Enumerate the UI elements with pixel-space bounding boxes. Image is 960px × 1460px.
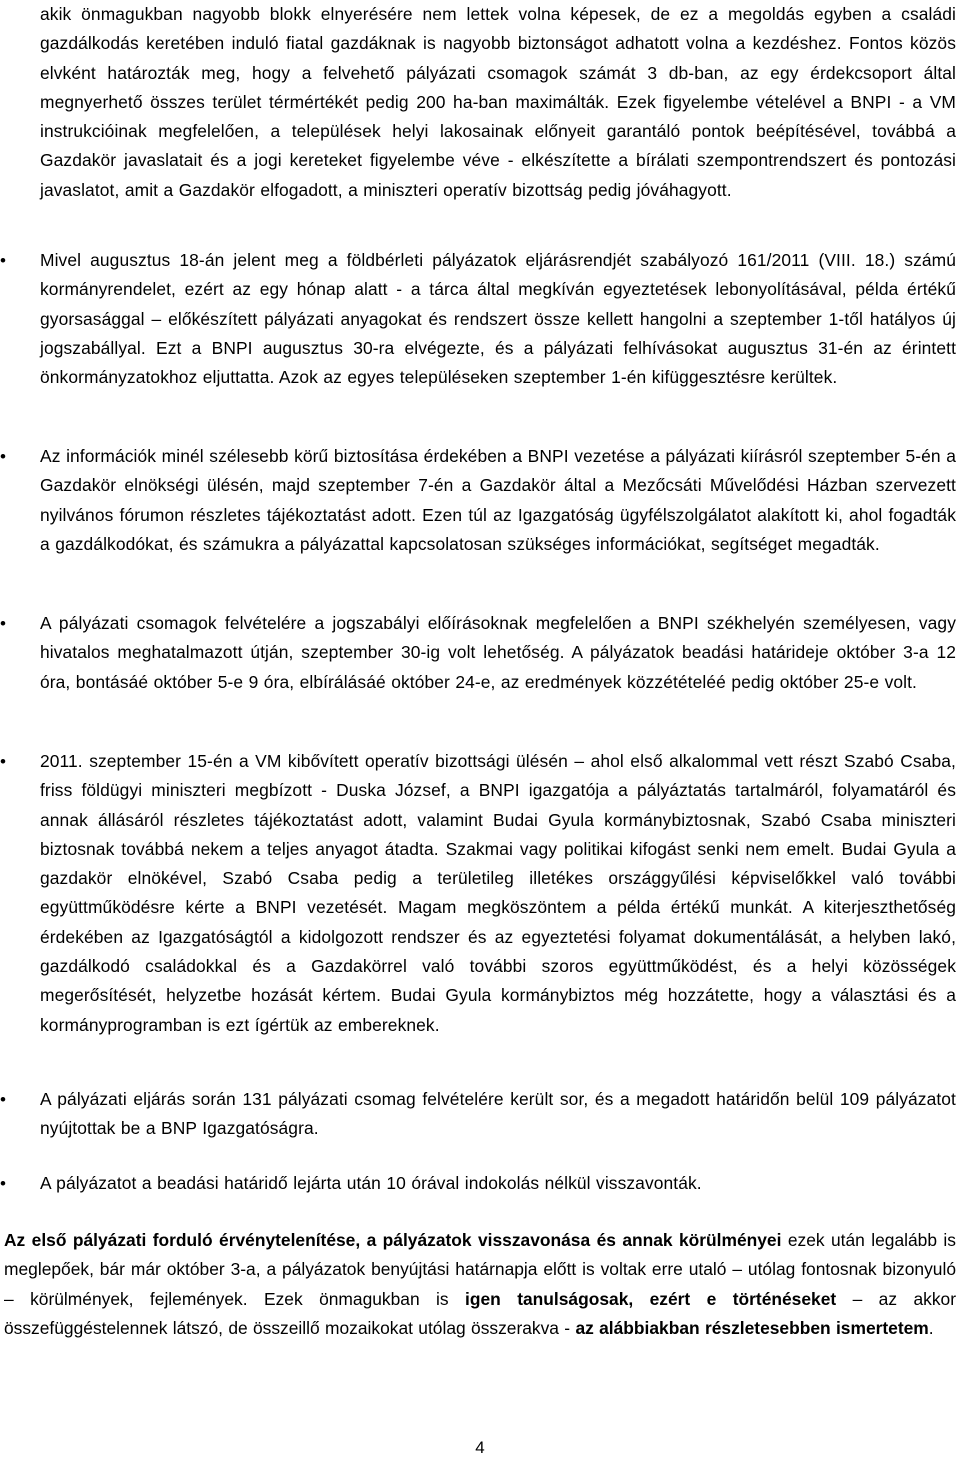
bullet-icon: • — [0, 614, 6, 633]
paragraph-text: Az információk minél szélesebb körű biztosítása érdekében a BNPI vezetése a pályázati kiírásról szeptember 5-én a Gazdakör elnökségi ülésén, majd szeptember 7-én a Gazdakör által a Mezőcsáti Művelődési Házban szervezett nyilvános fórumon részletes tájékoztatást adott. Ezen túl az Igazgatóság ügyfélszolgálatot alakított ki, ahol fogadták a gazdálkodókat, és számukra a pályázattal kapcsolatosan szükséges információkat, segítséget megadták. — [40, 446, 956, 554]
bold-phrase: Az első pályázati forduló érvénytelenítése, a pályázatok visszavonása és annak körülményei — [4, 1230, 782, 1250]
paragraph-text: 2011. szeptember 15-én a VM kibővített operatív bizottsági ülésén – ahol első alkalommal vett részt Szabó Csaba, friss földügyi miniszteri megbízott - Duska József, a BNPI igazgatója a pályáztatás tartalmáról, folyamatáról és annak állásáról részletes tájékoztatást adott, valamint Budai Gyula kormánybiztosnak, Szabó Csaba miniszteri biztosnak továbbá nekem a teljes anyagot átadta. Szakmai vagy politikai kifogást senki nem emelt. Budai Gyula a gazdakör elnökével, Szabó Csaba pedig a területileg illetékes országgyűlési képviselőkkel való további együttműködésre kérte a BNPI vezetését. Magam megköszöntem a példa értékű munkát. A kiterjeszthetőség érdekében az Igazgatóságtól a kidolgozott rendszer és az egyeztetési folyamat dokumentálását, a helyben lakó, gazdálkodó családokkal és a Gazdakörrel való további szoros együttműködést, és a helyi közösségek megerősítését, helyzetbe hozását kértem. Budai Gyula kormánybiztos még hozzátette, hogy a választási és a kormányprogramban is ezt ígértük az embereknek. — [40, 751, 956, 1035]
page-number: 4 — [475, 1438, 485, 1457]
list-item — [0, 609, 960, 697]
bullet-icon: • — [0, 1174, 6, 1193]
paragraph-text: A pályázatot a beadási határidő lejárta után 10 órával indokolás nélkül visszavonták. — [40, 1173, 702, 1193]
list-item — [0, 1169, 960, 1198]
bullet-icon: • — [0, 1090, 6, 1109]
paragraph-text: . — [928, 1318, 934, 1339]
paragraph-text: A pályázati csomagok felvételére a jogszabályi előírásoknak megfelelően a BNPI székhelyén személyesen, vagy hivatalos meghatalmazott útján, szeptember 30-ig volt lehetőség. A pályázatok beadási határideje október 3-a 12 óra, bontásáé október 5-e 9 óra, elbírálásáé október 24-e, az eredmények közzétételéé pedig október 25-e volt. — [40, 613, 956, 692]
paragraph-continuation — [0, 0, 960, 205]
paragraph-text: – az akkor összefüggéstelennek látszó, de összeillő mozaikokat utólag összerakva - — [4, 1288, 956, 1339]
closing-paragraph — [4, 1226, 956, 1344]
list-item — [0, 246, 960, 392]
paragraph-text: ezek után legalább is meglepőek, bár már október 3-a, a pályázatok benyújtási határnapja előtt is voltak erre utaló – utólag fontosnak bizonyuló – körülmények, fejlemények. Ezek önmagukban is — [4, 1230, 956, 1309]
bullet-icon: • — [0, 447, 6, 466]
list-item — [0, 442, 960, 559]
paragraph-text: Mivel augusztus 18-án jelent meg a földbérleti pályázatok eljárásrendjét szabályozó 161/2011 (VIII. 18.) számú kormányrendelet, ezért az egy hónap alatt - a tárca által megkíván egyeztetések lebonyolításával, példa értékű gyorsasággal – előkészített pályázati anyagokat és rendszert össze kellett hangolni a szeptember 1-től hatályos új jogszabállyal. Ezt a BNPI augusztus 30-ra elvégezte, és a pályázati felhívásokat augusztus 31-én az érintett önkormányzatokhoz eljuttatta. Azok az egyes településeken szeptember 1-én kifüggesztésre kerültek. — [40, 250, 956, 388]
paragraph-text: A pályázati eljárás során 131 pályázati csomag felvételére került sor, és a megadott határidőn belül 109 pályázatot nyújtottak be a BNP Igazgatóságra. — [40, 1089, 956, 1139]
bold-phrase: az alábbiakban részletesebben ismertetem — [575, 1318, 929, 1339]
paragraph-text: akik önmagukban nagyobb blokk elnyerésére nem lettek volna képesek, de ez a megoldás egyben a családi gazdálkodás keretében induló fiatal gazdáknak is nagyobb biztonságot adhatott volna a kezdéshez. Fontos közös elvként határozták meg, hogy a felvehető pályázati csomagok számát 3 db-ban, az egy érdekcsoport által megnyerhető összes terület térmértékét pedig 200 ha-ban maximálták. Ezek figyelembe vételével a BNPI - a VM instrukcióinak megfelelően, a települések helyi lakosainak előnyeit garantáló pontok beépítésével, továbbá a Gazdakör javaslatait és a jogi kereteket figyelembe véve - elkészítette a bírálati szempontrendszert és pontozási javaslatot, amit a Gazdakör elfogadott, a miniszteri operatív bizottság pedig jóváhagyott. — [40, 4, 956, 200]
list-item — [0, 747, 960, 1040]
bullet-icon: • — [0, 251, 6, 270]
bullet-icon: • — [0, 752, 6, 771]
bold-phrase: igen tanulságosak, ezért e történéseket — [465, 1288, 837, 1309]
list-item — [0, 1085, 960, 1144]
